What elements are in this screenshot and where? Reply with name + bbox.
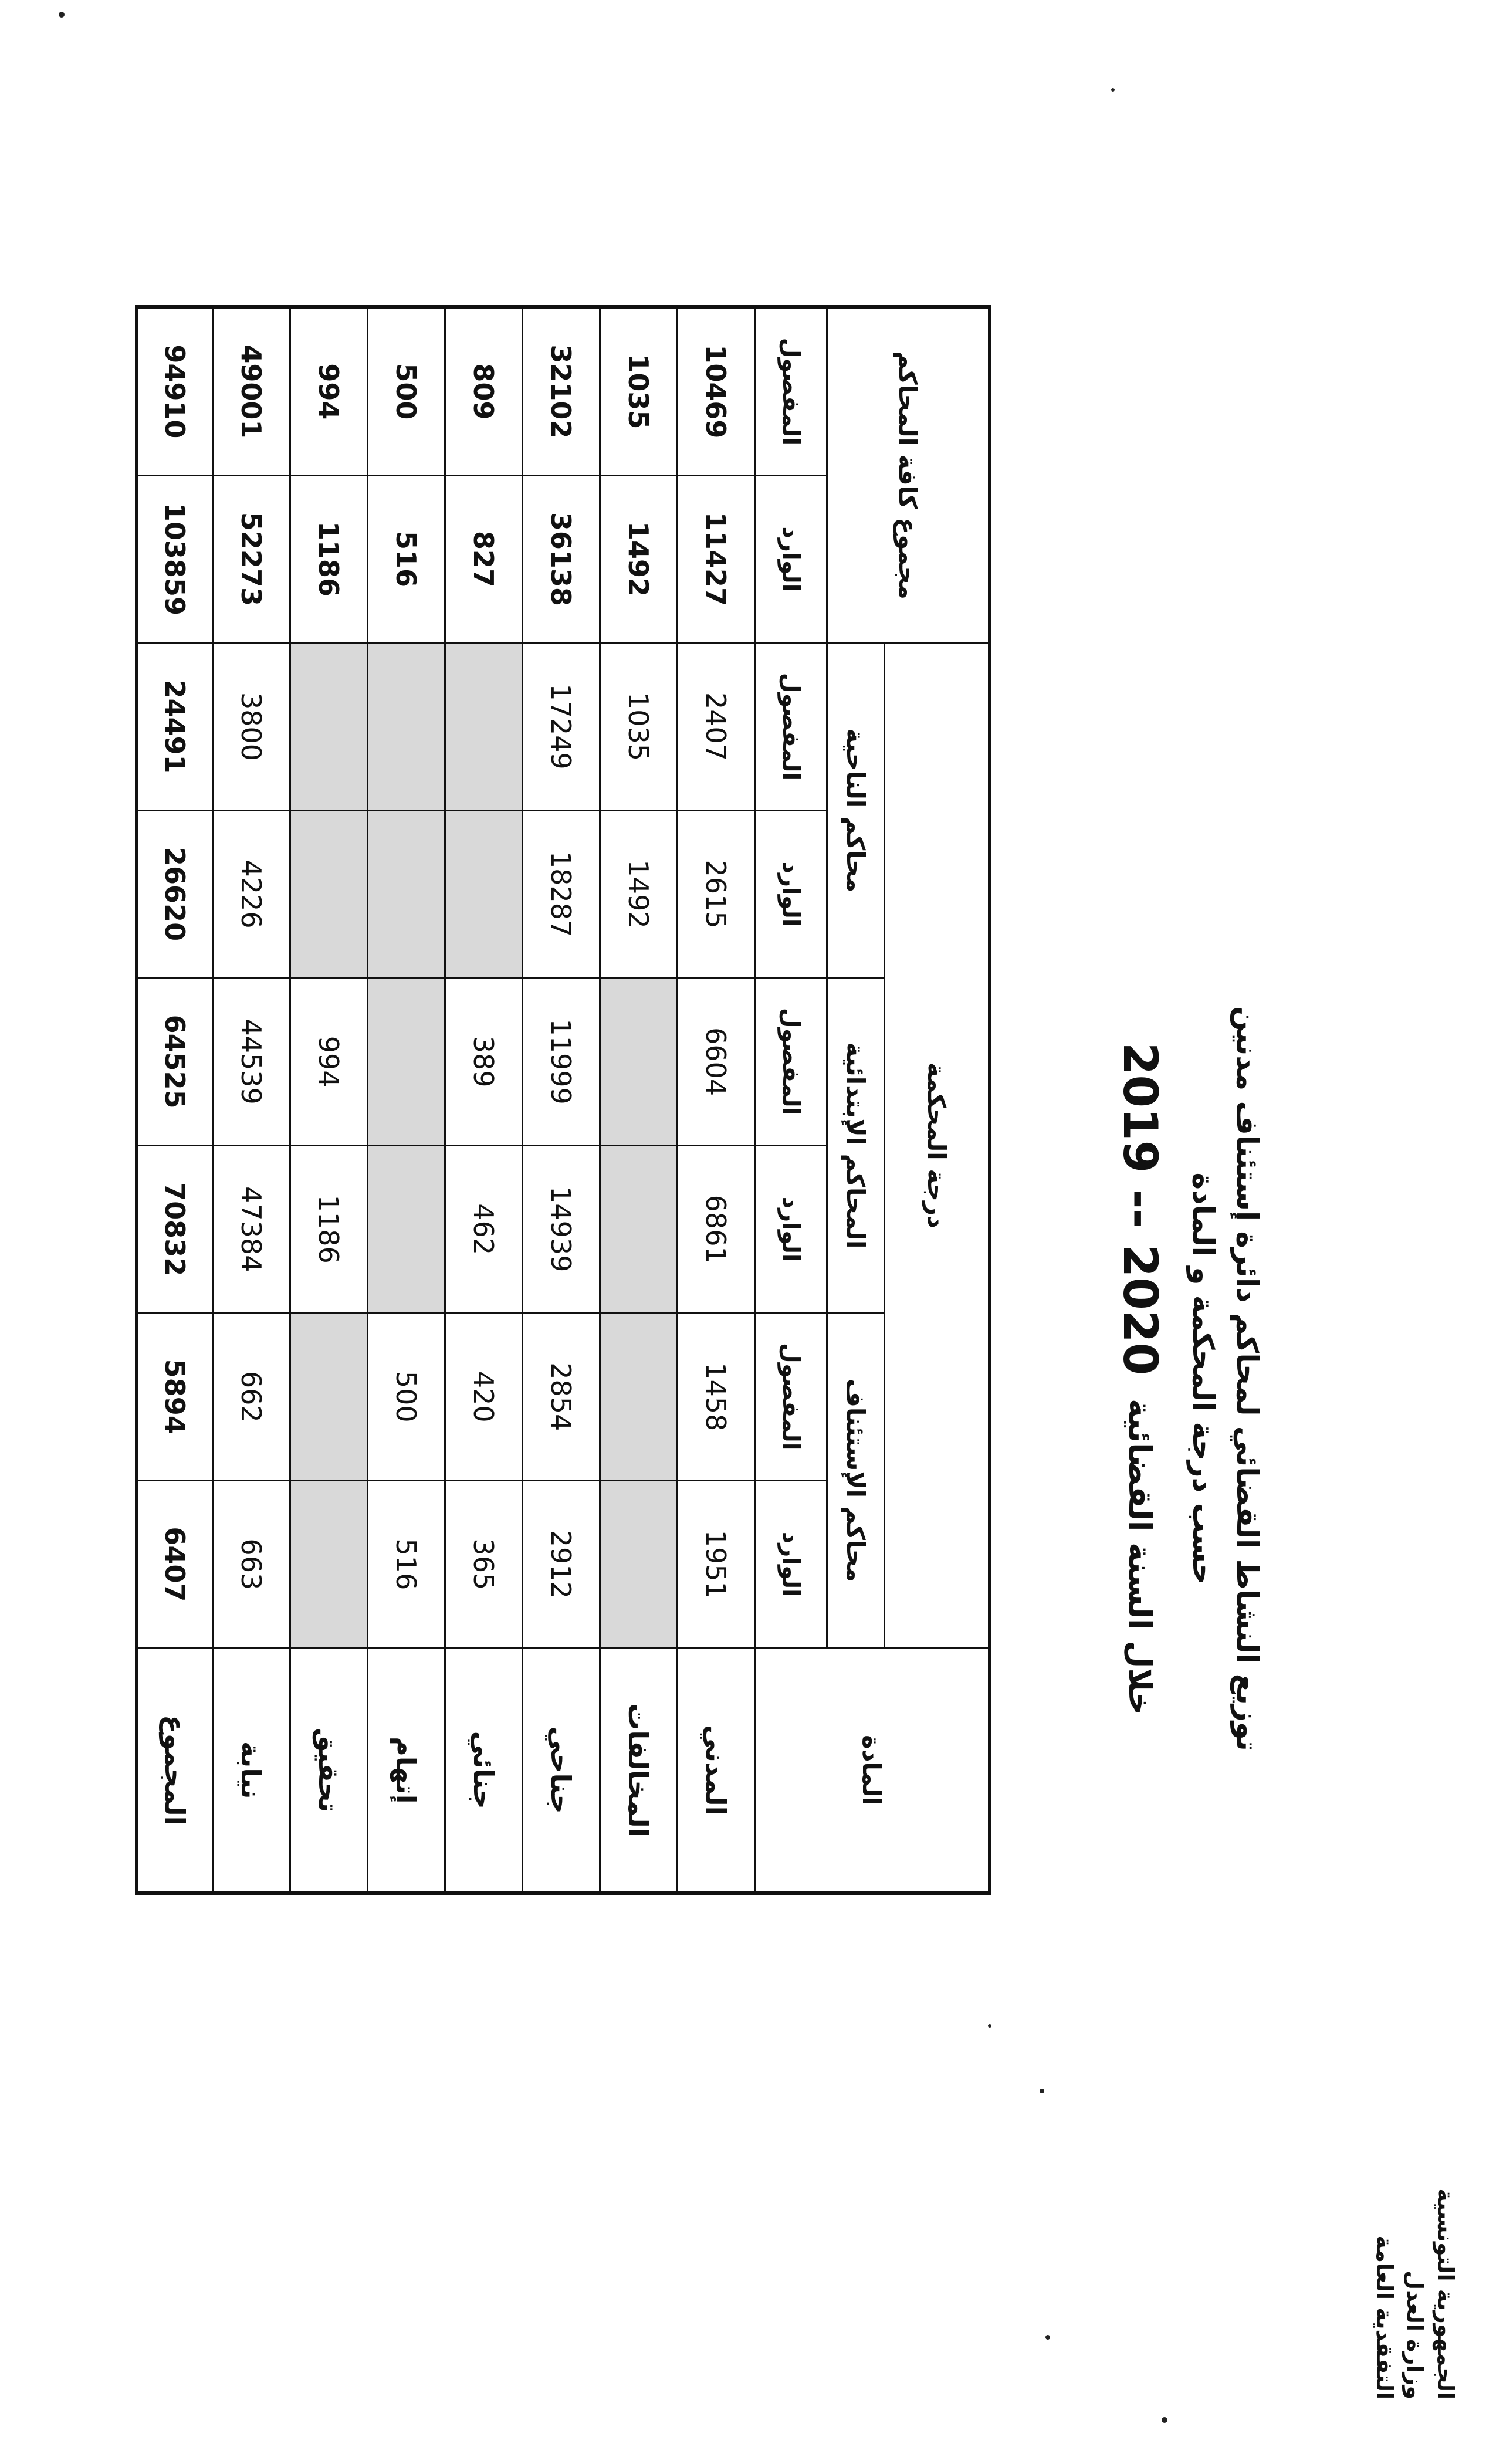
row-label: المجموع — [137, 1648, 213, 1893]
cell-total-out: 10469 — [678, 307, 755, 475]
letterhead-line: التفقدية العامة — [1372, 2235, 1397, 2399]
scan-speck — [59, 12, 65, 18]
header-court-degree: درجة المحكمة — [885, 643, 990, 1648]
letterhead-line: الجمهورية التونسية — [1433, 2188, 1458, 2399]
cell-total-in: 827 — [445, 475, 523, 643]
cell-total-out: 1035 — [600, 307, 678, 475]
cell-district-in — [290, 810, 368, 978]
cell-appeal-out — [290, 1313, 368, 1481]
cell-total-in: 1186 — [290, 475, 368, 643]
cell-total-in: 1492 — [600, 475, 678, 643]
title-line-2: حسب درجة المحكمة و المادة — [1186, 1172, 1220, 1585]
header-decided: المفصول — [755, 307, 827, 475]
cell-district-out — [368, 643, 445, 811]
cell-appeal-out: 662 — [213, 1313, 290, 1481]
cell-appeal-in: 6407 — [137, 1481, 213, 1649]
title-line-1: توزيع النشاط القضائي لمحاكم دائرة إستئناف مدنين — [1230, 1006, 1264, 1751]
header-first-instance-courts: المحاكم الإبتدائية — [827, 978, 885, 1313]
cell-total-in: 11427 — [678, 475, 755, 643]
header-decided: المفصول — [755, 643, 827, 811]
cell-first-in: 70832 — [137, 1145, 213, 1313]
activity-table — [135, 305, 991, 1895]
cell-total-out: 994 — [290, 307, 368, 475]
cell-total-out: 94910 — [137, 307, 213, 475]
cell-district-out — [445, 643, 523, 811]
cell-first-out: 11999 — [523, 978, 600, 1146]
cell-district-out: 2407 — [678, 643, 755, 811]
cell-appeal-out: 1458 — [678, 1313, 755, 1481]
cell-appeal-out: 2854 — [523, 1313, 600, 1481]
table-body — [137, 307, 755, 1893]
title-period-label: خلال السنة القضائية — [1122, 1399, 1159, 1715]
cell-appeal-out — [600, 1313, 678, 1481]
cell-district-out: 24491 — [137, 643, 213, 811]
header-incoming: الوارد — [755, 475, 827, 643]
cell-total-out: 809 — [445, 307, 523, 475]
table-row — [368, 307, 445, 1893]
cell-first-in: 14939 — [523, 1145, 600, 1313]
table-row — [445, 307, 523, 1893]
scan-speck — [988, 2024, 991, 2028]
header-all-courts-total: مجموع كافة المحاكم — [827, 307, 990, 643]
cell-appeal-in: 2912 — [523, 1481, 600, 1649]
header-district-courts: محاكم الناحية — [827, 643, 885, 978]
row-label: إتهام — [368, 1648, 445, 1893]
grand-total-row — [137, 307, 213, 1893]
header-appeal-courts: محاكم الإستئناف — [827, 1313, 885, 1648]
cell-total-out: 500 — [368, 307, 445, 475]
cell-district-out — [290, 643, 368, 811]
cell-first-in: 1186 — [290, 1145, 368, 1313]
cell-district-in: 26620 — [137, 810, 213, 978]
row-label: جنائي — [445, 1648, 523, 1893]
cell-first-in — [368, 1145, 445, 1313]
cell-district-out: 1035 — [600, 643, 678, 811]
header-incoming: الوارد — [755, 810, 827, 978]
row-label: نيابة — [213, 1648, 290, 1893]
cell-first-in: 6861 — [678, 1145, 755, 1313]
cell-district-in — [368, 810, 445, 978]
table-row — [600, 307, 678, 1893]
table-row — [290, 307, 368, 1893]
cell-first-in — [600, 1145, 678, 1313]
row-label: جناحي — [523, 1648, 600, 1893]
cell-appeal-in: 1951 — [678, 1481, 755, 1649]
cell-total-in: 36138 — [523, 475, 600, 643]
row-label: المخالفات — [600, 1648, 678, 1893]
letterhead-line: وزارة العدل — [1402, 2270, 1428, 2399]
cell-total-out: 49001 — [213, 307, 290, 475]
title-years: 2019 -- 2020 — [1113, 1042, 1167, 1376]
cell-appeal-in: 663 — [213, 1481, 290, 1649]
table-row — [523, 307, 600, 1893]
cell-appeal-in — [600, 1481, 678, 1649]
header-incoming: الوارد — [755, 1145, 827, 1313]
title-line-3 — [1113, 645, 1167, 2112]
scan-speck — [1162, 2417, 1167, 2423]
cell-first-in: 462 — [445, 1145, 523, 1313]
scan-speck — [1040, 2089, 1044, 2093]
header-incoming: الوارد — [755, 1481, 827, 1649]
cell-appeal-out: 500 — [368, 1313, 445, 1481]
cell-district-in: 1492 — [600, 810, 678, 978]
header-subject: المادة — [755, 1648, 990, 1893]
cell-first-out — [600, 978, 678, 1146]
table-row — [678, 307, 755, 1893]
cell-appeal-in: 516 — [368, 1481, 445, 1649]
row-label: تحقيق — [290, 1648, 368, 1893]
scan-speck — [1111, 88, 1115, 92]
scan-speck — [1045, 2335, 1050, 2340]
cell-appeal-out: 5894 — [137, 1313, 213, 1481]
cell-first-out: 44539 — [213, 978, 290, 1146]
cell-first-out: 994 — [290, 978, 368, 1146]
cell-first-out: 64525 — [137, 978, 213, 1146]
row-label: المدني — [678, 1648, 755, 1893]
cell-first-out — [368, 978, 445, 1146]
cell-total-in: 103859 — [137, 475, 213, 643]
cell-appeal-in: 365 — [445, 1481, 523, 1649]
cell-first-out: 389 — [445, 978, 523, 1146]
letterhead — [1369, 2188, 1461, 2399]
cell-total-in: 516 — [368, 475, 445, 643]
cell-appeal-out: 420 — [445, 1313, 523, 1481]
cell-district-in: 18287 — [523, 810, 600, 978]
cell-district-in: 4226 — [213, 810, 290, 978]
cell-district-out: 17249 — [523, 643, 600, 811]
cell-district-in: 2615 — [678, 810, 755, 978]
cell-district-in — [445, 810, 523, 978]
cell-first-out: 6604 — [678, 978, 755, 1146]
cell-district-out: 3800 — [213, 643, 290, 811]
cell-total-out: 32102 — [523, 307, 600, 475]
header-decided: المفصول — [755, 978, 827, 1146]
cell-appeal-in — [290, 1481, 368, 1649]
cell-first-in: 47384 — [213, 1145, 290, 1313]
header-decided: المفصول — [755, 1313, 827, 1481]
cell-total-in: 52273 — [213, 475, 290, 643]
table-row — [213, 307, 290, 1893]
